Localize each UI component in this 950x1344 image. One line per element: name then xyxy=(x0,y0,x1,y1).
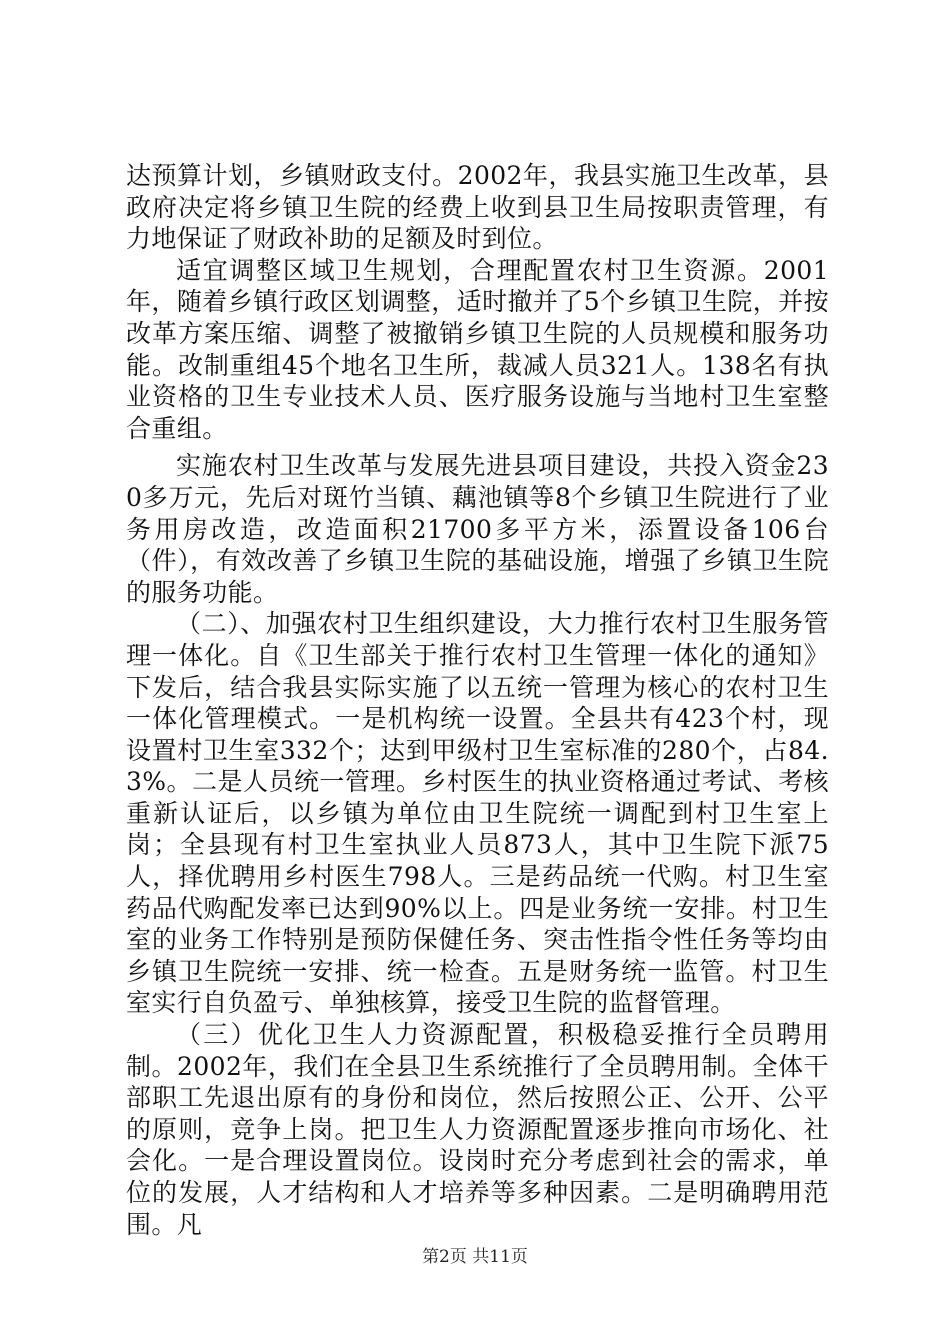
paragraph-3: 实施农村卫生改革与发展先进县项目建设，共投入资金230多万元，先后对斑竹当镇、藕池镇等8个乡镇卫生院进行了业务用房改造，改造面积21700多平方米，添置设备106台（件），有效改善了乡镇卫生院的基础设施，增强了乡镇卫生院的服务功能。 xyxy=(126,451,829,607)
paragraph-4: （二）、加强农村卫生组织建设，大力推行农村卫生服务管理一体化。自《卫生部关于推行农村卫生管理一体化的通知》下发后，结合我县实际实施了以五统一管理为核心的农村卫生一体化管理模式。一是机构统一设置。全县共有423个村，现设置村卫生室332个；达到甲级村卫生室标准的280个，占84.3%。二是人员统一管理。乡村医生的执业资格通过考试、考核重新认证后，以乡镇为单位由卫生院统一调配到村卫生室上岗；全县现有村卫生室执业人员873人，其中卫生院下派75人，择优聘用乡村医生798人。三是药品统一代购。村卫生室药品代购配发率已达到90%以上。四是业务统一安排。村卫生室的业务工作特别是预防保健任务、突击性指令性任务等均由乡镇卫生院统一安排、统一检查。五是财务统一监管。村卫生室实行自负盈亏、单独核算，接受卫生院的监督管理。 xyxy=(126,609,829,1018)
document-body xyxy=(126,160,829,1240)
paragraph-1: 达预算计划，乡镇财政支付。2002年，我县实施卫生改革，县政府决定将乡镇卫生院的经费上收到县卫生局按职责管理，有力地保证了财政补助的足额及时到位。 xyxy=(126,161,829,254)
paragraph-2: 适宜调整区域卫生规划，合理配置农村卫生资源。2001年，随着乡镇行政区划调整，适时撤并了5个乡镇卫生院，并按改革方案压缩、调整了被撤销乡镇卫生院的人员规模和服务功能。改制重组45个地名卫生所，裁减人员321人。138名有执业资格的卫生专业技术人员、医疗服务设施与当地村卫生室整合重组。 xyxy=(126,255,829,443)
page-footer: 第2页 共11页 xyxy=(422,1247,528,1267)
paragraph-5: （三）优化卫生人力资源配置，积极稳妥推行全员聘用制。2002年，我们在全县卫生系统推行了全员聘用制。全体干部职工先退出原有的身份和岗位，然后按照公正、公开、公平的原则，竞争上岗。把卫生人力资源配置逐步推向市场化、社会化。一是合理设置岗位。设岗时充分考虑到社会的需求，单位的发展，人才结构和人才培养等多种因素。二是明确聘用范围。凡 xyxy=(126,1020,829,1239)
